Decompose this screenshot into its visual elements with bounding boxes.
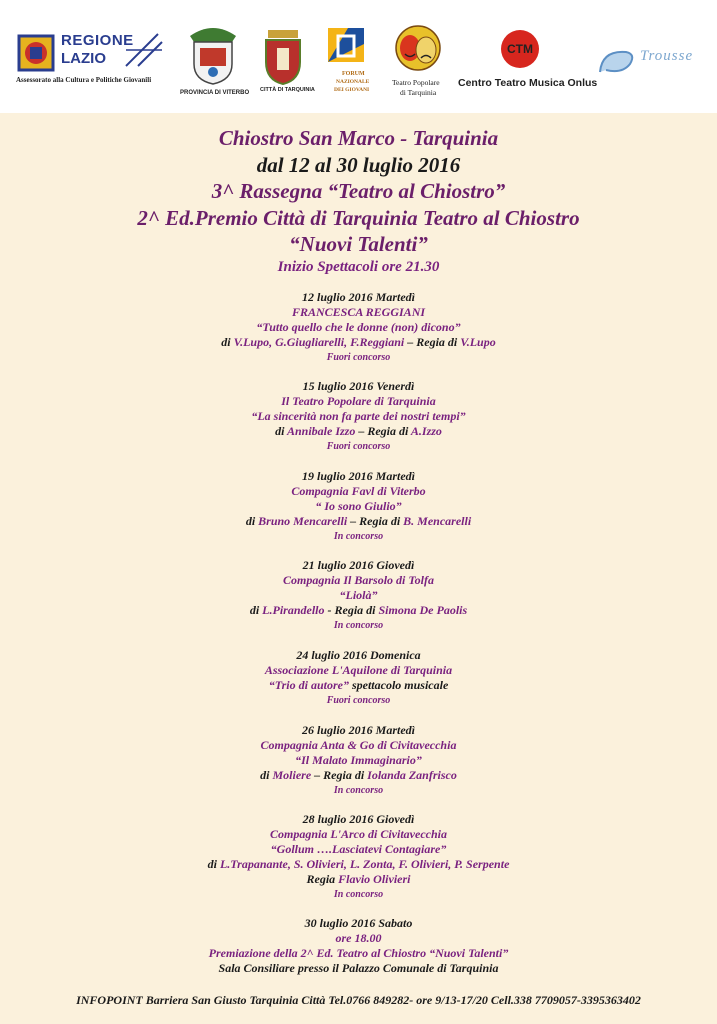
event-title: “La sincerità non fa parte dei nostri tempi” [251, 409, 466, 423]
trousse-logo [596, 44, 714, 84]
event-credit-regia: – Regia di [404, 335, 461, 349]
header-venue: Chiostro San Marco - Tarquinia [218, 126, 499, 150]
viterbo-caption: PROVINCIA DI VITERBO [180, 90, 250, 96]
event-item [0, 469, 717, 544]
event-credit [0, 857, 717, 872]
finale-time: ore 18.00 [335, 931, 382, 945]
provincia-viterbo-logo [180, 22, 250, 102]
event-item [0, 290, 717, 365]
event-credit [0, 603, 717, 618]
event-credit-regia: – Regia di [355, 424, 411, 438]
finale-award: Premiazione della 2^ Ed. Teatro al Chiostro “Nuovi Talenti” [208, 946, 509, 960]
event-director: Simona De Paolis [378, 603, 468, 617]
ctm-badge: CTM [501, 30, 539, 68]
viterbo-crest-icon [180, 22, 246, 86]
header-dates: dal 12 al 30 luglio 2016 [256, 153, 461, 177]
trousse-swirl-icon [596, 46, 638, 78]
event-item [0, 812, 717, 902]
event-credit-di: di [249, 603, 263, 617]
event-company: Compagnia L'Arco di Civitavecchia [270, 827, 447, 841]
event-director: A.Izzo [410, 424, 442, 438]
event-director: B. Mencarelli [403, 514, 472, 528]
event-date: 21 luglio 2016 Giovedì [302, 558, 415, 572]
event-title-line [0, 678, 717, 693]
event-date: 26 luglio 2016 Martedì [301, 723, 415, 737]
footer-infopoint: INFOPOINT Barriera San Giusto Tarquinia Città Tel.0766 849282- ore 9/13-17/20 Cell.338 7709057-3395363402 [76, 993, 641, 1007]
event-credit-di: di [245, 514, 259, 528]
theatre-masks-icon [390, 24, 446, 74]
event-title: “Liolà” [339, 588, 378, 602]
logo-bar [0, 0, 717, 113]
event-credit-regia: - Regia di [324, 603, 379, 617]
regione-lazio-caption: Assessorato alla Cultura e Politiche Giovanili [16, 76, 152, 84]
event-credit-di: di [260, 768, 273, 782]
forum-line2: NAZIONALE [336, 79, 370, 85]
forum-emblem-icon [324, 26, 370, 66]
event-author: L.Pirandello [262, 603, 325, 617]
teatro-popolare-line1: Teatro Popolare [392, 78, 440, 87]
forum-giovani-logo [324, 26, 376, 102]
event-status: Fuori concorso [326, 695, 391, 706]
regione-lazio-line2: LAZIO [61, 50, 106, 67]
event-author: Moliere [272, 768, 312, 782]
trousse-text: Trousse [640, 48, 694, 64]
event-company: FRANCESCA REGGIANI [291, 305, 426, 319]
event-date: 28 luglio 2016 Giovedì [302, 812, 415, 826]
regione-lazio-emblem-icon [16, 33, 56, 73]
event-credit [0, 424, 717, 439]
poster-body [0, 113, 717, 1024]
forum-line3: DEI GIOVANI [334, 87, 370, 93]
event-item [0, 558, 717, 633]
event-author: Annibale Izzo [286, 424, 356, 438]
event-item [0, 723, 717, 798]
citta-tarquinia-logo [258, 26, 315, 98]
event-status: In concorso [333, 620, 384, 631]
event-director: Flavio Olivieri [338, 872, 411, 886]
event-company: Il Teatro Popolare di Tarquinia [281, 394, 436, 408]
event-status: Fuori concorso [326, 441, 391, 452]
teatro-popolare-line2: di Tarquinia [400, 88, 437, 97]
event-status: Fuori concorso [326, 352, 391, 363]
event-credit-regia: – Regia di [347, 514, 404, 528]
event-credit-di: di [207, 857, 220, 871]
event-credit-di: di [221, 335, 234, 349]
event-credit [0, 514, 717, 529]
event-credit [0, 768, 717, 783]
event-title: “Tutto quello che le donne (non) dicono” [256, 320, 461, 334]
event-company: Compagnia Il Barsolo di Tolfa [283, 573, 434, 587]
teatro-popolare-logo [388, 24, 448, 100]
event-title: “Il Malato Immaginario” [295, 753, 422, 767]
event-author: V.Lupo, G.Giugliarelli, F.Reggiani [233, 335, 405, 349]
finale-date: 30 luglio 2016 Sabato [304, 916, 413, 930]
event-status: In concorso [333, 531, 384, 542]
event-director: V.Lupo [460, 335, 496, 349]
event-credit [0, 335, 717, 350]
regione-lazio-swoosh-icon [124, 32, 164, 68]
event-author: Bruno Mencarelli [258, 514, 348, 528]
event-credit-regia: – Regia di [311, 768, 368, 782]
event-status: In concorso [333, 785, 384, 796]
event-date: 24 luglio 2016 Domenica [296, 648, 421, 662]
event-credit-di: di [275, 424, 287, 438]
ctm-logo [458, 30, 598, 94]
finale-venue: Sala Consiliare presso il Palazzo Comunale di Tarquinia [218, 961, 499, 975]
event-item [0, 379, 717, 454]
event-status: In concorso [333, 889, 384, 900]
event-regia-line [0, 872, 717, 887]
header-rassegna: 3^ Rassegna “Teatro al Chiostro” [211, 179, 506, 203]
tarquinia-caption: CITTÀ DI TARQUINIA [260, 87, 315, 93]
ctm-caption: Centro Teatro Musica Onlus [458, 77, 598, 89]
header-premio: 2^ Ed.Premio Città di Tarquinia Teatro al Chiostro [137, 206, 580, 230]
event-date: 19 luglio 2016 Martedì [301, 469, 415, 483]
event-date: 12 luglio 2016 Martedì [301, 290, 415, 304]
event-company: Associazione L'Aquilone di Tarquinia [264, 663, 453, 677]
finale-item [0, 916, 717, 976]
header-nuovi-talenti: “Nuovi Talenti” [289, 232, 428, 256]
event-credit-regia: Regia [306, 872, 339, 886]
event-company: Compagnia Favl di Viterbo [291, 484, 426, 498]
event-director: Iolanda Zanfrisco [367, 768, 457, 782]
regione-lazio-line1: REGIONE [61, 32, 134, 49]
regione-lazio-logo [16, 30, 176, 90]
event-item [0, 648, 717, 708]
event-title: “Gollum ….Lasciatevi Contagiare” [270, 842, 447, 856]
event-date: 15 luglio 2016 Venerdì [302, 379, 415, 393]
forum-line1: FORUM [342, 71, 365, 77]
event-title: “Trio di autore” [268, 678, 349, 692]
event-title: “ Io sono Giulio” [315, 499, 402, 513]
event-title-suffix: spettacolo musicale [348, 678, 449, 692]
event-author: L.Trapanante, S. Olivieri, L. Zonta, F. Olivieri, P. Serpente [219, 857, 510, 871]
tarquinia-crest-icon [258, 26, 308, 86]
event-company: Compagnia Anta & Go di Civitavecchia [260, 738, 457, 752]
header-inizio: Inizio Spettacoli ore 21.30 [277, 259, 440, 275]
